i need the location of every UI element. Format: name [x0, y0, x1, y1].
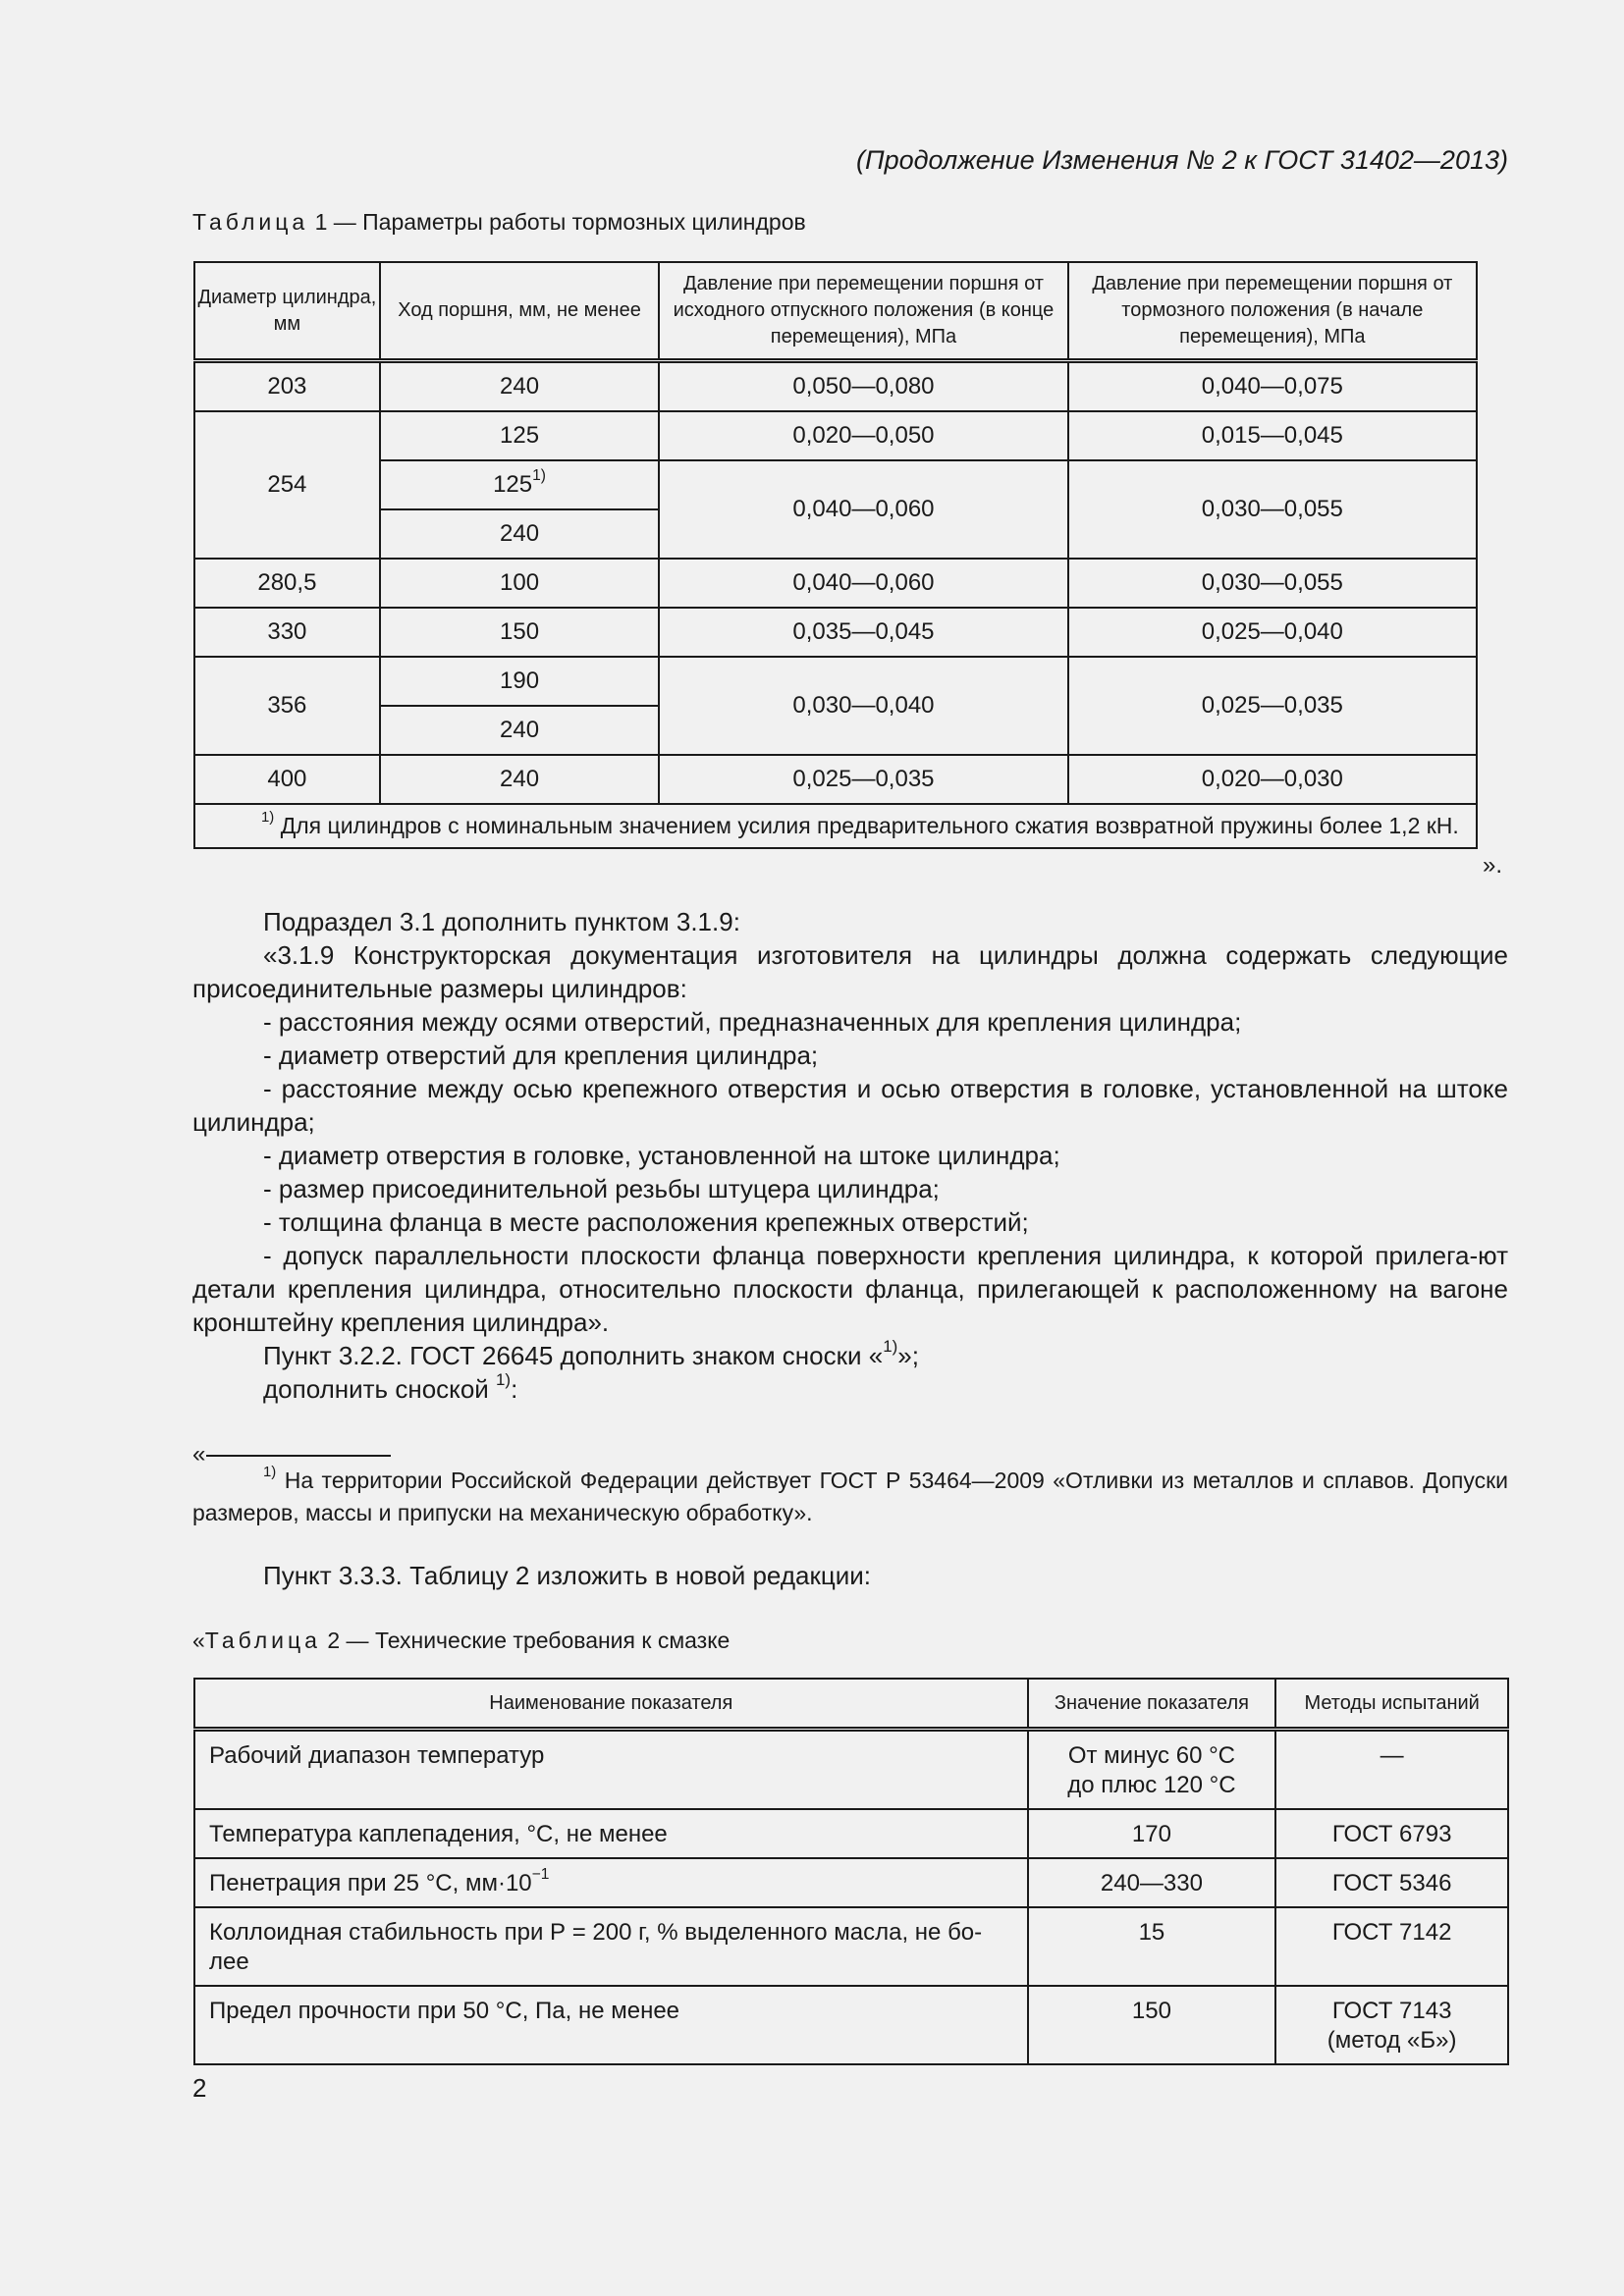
- cell-pressure-brake: 0,025—0,040: [1068, 608, 1477, 657]
- table2-caption-text: 2 — Технические требования к смазке: [327, 1628, 731, 1653]
- footnote-separator: [206, 1455, 391, 1457]
- cell-indicator: Коллоидная стабильность при Р = 200 г, % выделенного масла, не бо-лее: [194, 1907, 1028, 1986]
- table-row: [194, 361, 1477, 412]
- page-footnote-body: [192, 1465, 1508, 1529]
- cell-pressure-brake: 0,020—0,030: [1068, 755, 1477, 804]
- cell-diameter: 254: [194, 411, 380, 559]
- table2-caption-word: Таблица: [204, 1628, 321, 1653]
- table-row: [194, 657, 1477, 706]
- page-number: 2: [192, 2073, 207, 2103]
- col-header-value: Значение показателя: [1028, 1679, 1276, 1730]
- cell-pressure-brake: 0,030—0,055: [1068, 559, 1477, 608]
- table-row: [194, 1907, 1508, 1986]
- footnote-open-quote: «: [192, 1441, 206, 1468]
- footnote-text: На территории Российской Федерации действует ГОСТ Р 53464—2009 «Отливки из металлов и сплавов. Допуски размеров, массы и припуски на механическую обработку».: [192, 1468, 1508, 1525]
- table-row: [194, 1858, 1508, 1907]
- paragraph: Подраздел 3.1 дополнить пунктом 3.1.9:: [263, 907, 740, 936]
- cell-indicator: Температура каплепадения, °С, не менее: [194, 1809, 1028, 1858]
- value-line: От минус 60 °С: [1067, 1742, 1236, 1769]
- list-item: - допуск параллельности плоскости фланца поверхности крепления цилиндра, к которой прилега-ют детали крепления цилиндра, относительно плоскости фланца, прилегающей к расположенному на вагоне кронштейну крепления цилиндра».: [192, 1241, 1508, 1337]
- table-row: [194, 755, 1477, 804]
- cell-stroke: 150: [380, 608, 660, 657]
- cell-indicator: [194, 1858, 1028, 1907]
- paragraph: [192, 1336, 1508, 1372]
- footnote-marker: 1): [263, 1464, 277, 1481]
- cell-method: —: [1275, 1730, 1508, 1810]
- cell-value: 150: [1028, 1986, 1276, 2064]
- col-header-pressure-brake: Давление при перемещении поршня от тормозного положения (в начале перемещения), МПа: [1068, 262, 1477, 361]
- footnote-marker: 1): [496, 1369, 512, 1389]
- footnote-marker: 1): [883, 1336, 898, 1356]
- cell-pressure-brake: 0,025—0,035: [1068, 657, 1477, 755]
- cell-diameter: 330: [194, 608, 380, 657]
- cell-stroke: [380, 460, 660, 509]
- col-header-methods: Методы испытаний: [1275, 1679, 1508, 1730]
- cell-method: [1275, 1986, 1508, 2064]
- cell-stroke: 100: [380, 559, 660, 608]
- cell-indicator: Рабочий диапазон температур: [194, 1730, 1028, 1810]
- cell-diameter: 203: [194, 361, 380, 412]
- list-item: - диаметр отверстия в головке, установленной на штоке цилиндра;: [263, 1141, 1060, 1170]
- col-header-indicator: Наименование показателя: [194, 1679, 1028, 1730]
- paragraph-text: дополнить сноской: [263, 1374, 497, 1404]
- footnote-marker: 1): [532, 466, 546, 484]
- table-row: [194, 1730, 1508, 1810]
- cell-pressure-release: 0,035—0,045: [659, 608, 1067, 657]
- lubricant-requirements-table: [193, 1678, 1509, 2065]
- closing-quote: ».: [1483, 852, 1503, 879]
- list-item: - толщина фланца в месте расположения крепежных отверстий;: [263, 1207, 1029, 1237]
- cell-pressure-brake: 0,015—0,045: [1068, 411, 1477, 460]
- cell-pressure-release: 0,050—0,080: [659, 361, 1067, 412]
- document-header: (Продолжение Изменения № 2 к ГОСТ 31402—2013): [856, 145, 1508, 175]
- cell-stroke: 190: [380, 657, 660, 706]
- table1-footnote: [194, 804, 1477, 848]
- cell-diameter: 400: [194, 755, 380, 804]
- table1-caption-text: 1 — Параметры работы тормозных цилиндров: [314, 209, 806, 235]
- cell-diameter: 280,5: [194, 559, 380, 608]
- cell-pressure-brake: 0,040—0,075: [1068, 361, 1477, 412]
- table-row: [194, 608, 1477, 657]
- col-header-stroke: Ход поршня, мм, не менее: [380, 262, 660, 361]
- brake-cylinder-table: [193, 261, 1478, 849]
- cell-method: ГОСТ 7142: [1275, 1907, 1508, 1986]
- paragraph: «3.1.9 Конструкторская документация изготовителя на цилиндры должна содержать следующие присоединительные размеры цилиндров:: [192, 940, 1508, 1003]
- cell-value: 240—330: [1028, 1858, 1276, 1907]
- list-item: - размер присоединительной резьбы штуцера цилиндра;: [263, 1174, 940, 1203]
- cell-diameter: 356: [194, 657, 380, 755]
- table1-caption: [192, 209, 806, 236]
- col-header-diameter: Диаметр цилиндра, мм: [194, 262, 380, 361]
- method-line: ГОСТ 7143: [1331, 1998, 1452, 2024]
- cell-stroke: 240: [380, 706, 660, 755]
- cell-pressure-brake: 0,030—0,055: [1068, 460, 1477, 559]
- footnote-text: Для цилиндров с номинальным значением усилия предварительного сжатия возвратной пружины более 1,2 кН.: [280, 813, 1459, 838]
- cell-value: 170: [1028, 1809, 1276, 1858]
- paragraph-text: Пункт 3.2.2. ГОСТ 26645 дополнить знаком сноски «: [263, 1341, 884, 1370]
- table-row: [194, 460, 1477, 509]
- table1-header-row: [194, 262, 1477, 361]
- col-header-pressure-release: Давление при перемещении поршня от исходного отпускного положения (в конце перемещения), МПа: [659, 262, 1067, 361]
- cell-method: ГОСТ 6793: [1275, 1809, 1508, 1858]
- cell-pressure-release: 0,020—0,050: [659, 411, 1067, 460]
- table-footnote-row: [194, 804, 1477, 848]
- table-row: [194, 1809, 1508, 1858]
- cell-stroke: 240: [380, 755, 660, 804]
- body-text: [192, 905, 1508, 1406]
- paragraph-text: :: [511, 1374, 518, 1404]
- cell-stroke: 240: [380, 509, 660, 559]
- list-item: - расстояния между осями отверстий, предназначенных для крепления цилиндра;: [263, 1007, 1242, 1037]
- cell-value: 15: [1028, 1907, 1276, 1986]
- cell-pressure-release: 0,040—0,060: [659, 460, 1067, 559]
- cell-pressure-release: 0,030—0,040: [659, 657, 1067, 755]
- table2-caption-quote: «: [192, 1628, 205, 1653]
- exponent: −1: [531, 1865, 550, 1883]
- footnote-marker: 1): [261, 809, 275, 827]
- table-row: [194, 411, 1477, 460]
- paragraph: [192, 1369, 1508, 1406]
- cell-value: [1028, 1730, 1276, 1810]
- table-row: [194, 559, 1477, 608]
- table2-caption: [192, 1628, 730, 1654]
- method-line: (метод «Б»): [1326, 2027, 1457, 2054]
- table-row: [194, 1986, 1508, 2064]
- cell-method: ГОСТ 5346: [1275, 1858, 1508, 1907]
- page-footnote: [192, 1465, 1508, 1529]
- indicator-text: Пенетрация при 25 °С, мм·10: [209, 1870, 532, 1896]
- list-item: - расстояние между осью крепежного отверстия и осью отверстия в головке, установленной на штоке цилиндра;: [192, 1074, 1508, 1137]
- list-item: - диаметр отверстий для крепления цилиндра;: [263, 1041, 819, 1070]
- paragraph: Пункт 3.3.3. Таблицу 2 изложить в новой редакции:: [263, 1561, 871, 1590]
- cell-stroke: 240: [380, 361, 660, 412]
- stroke-value: 125: [493, 471, 533, 498]
- cell-stroke: 125: [380, 411, 660, 460]
- cell-pressure-release: 0,040—0,060: [659, 559, 1067, 608]
- cell-pressure-release: 0,025—0,035: [659, 755, 1067, 804]
- table2-header-row: [194, 1679, 1508, 1730]
- paragraph-text: »;: [897, 1341, 919, 1370]
- value-line: до плюс 120 °С: [1067, 1772, 1236, 1798]
- cell-indicator: Предел прочности при 50 °С, Па, не менее: [194, 1986, 1028, 2064]
- table1-caption-word: Таблица: [192, 209, 309, 235]
